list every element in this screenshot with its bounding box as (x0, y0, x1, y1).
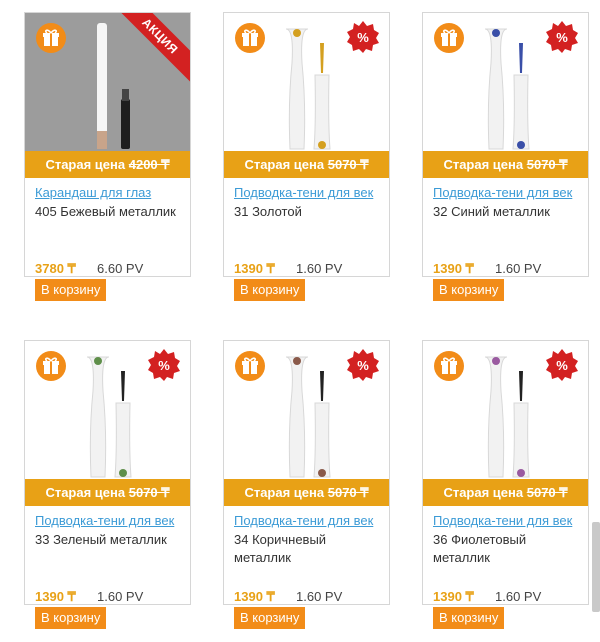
product-card[interactable] (223, 340, 390, 625)
old-price-label: Старая цена (244, 485, 325, 500)
gift-icon (36, 23, 66, 53)
add-to-cart-button[interactable]: В корзину (35, 607, 106, 629)
old-price-value: 5070 ₸ (128, 485, 170, 500)
add-to-cart-button[interactable]: В корзину (234, 279, 305, 301)
add-to-cart-button[interactable]: В корзину (35, 279, 106, 301)
product-price: 1390 ₸ (433, 261, 474, 276)
product-price: 1390 ₸ (433, 589, 474, 604)
add-to-cart-button[interactable]: В корзину (433, 607, 504, 629)
product-card[interactable] (24, 12, 191, 297)
product-price: 1390 ₸ (35, 589, 76, 604)
old-price-bar (25, 479, 190, 506)
product-pv: 1.60 PV (97, 589, 144, 604)
discount-badge-icon (346, 20, 380, 54)
product-pv: 6.60 PV (97, 261, 144, 276)
discount-badge-icon (545, 20, 579, 54)
svg-text:%: % (158, 358, 170, 373)
discount-badge-icon (346, 348, 380, 382)
product-price: 1390 ₸ (234, 261, 275, 276)
old-price-value: 5070 ₸ (327, 485, 369, 500)
old-price-value: 4200 ₸ (128, 157, 170, 172)
product-variant: 34 Коричневый металлик (234, 532, 327, 565)
product-pv: 1.60 PV (296, 589, 343, 604)
old-price-bar (423, 151, 588, 178)
add-to-cart-button[interactable]: В корзину (234, 607, 305, 629)
gift-icon (235, 23, 265, 53)
old-price-value: 5070 ₸ (327, 157, 369, 172)
product-variant: 32 Синий металлик (433, 204, 550, 219)
old-price-label: Старая цена (443, 485, 524, 500)
product-pv: 1.60 PV (495, 589, 542, 604)
old-price-value: 5070 ₸ (526, 157, 568, 172)
product-card[interactable] (422, 340, 589, 625)
gift-icon (36, 351, 66, 381)
product-variant: 31 Золотой (234, 204, 302, 219)
add-to-cart-button[interactable]: В корзину (433, 279, 504, 301)
svg-text:%: % (357, 30, 369, 45)
product-name-link[interactable]: Карандаш для глаз (35, 185, 152, 200)
product-image[interactable] (423, 13, 588, 151)
old-price-value: 5070 ₸ (526, 485, 568, 500)
discount-badge-icon (147, 348, 181, 382)
gift-icon (434, 351, 464, 381)
svg-text:%: % (556, 30, 568, 45)
old-price-label: Старая цена (443, 157, 524, 172)
discount-badge-icon (545, 348, 579, 382)
product-name-link[interactable]: Подводка-тени для век (433, 513, 573, 528)
product-variant: 405 Бежевый металлик (35, 204, 176, 219)
product-name-link[interactable]: Подводка-тени для век (35, 513, 175, 528)
product-price: 3780 ₸ (35, 261, 76, 276)
product-variant: 33 Зеленый металлик (35, 532, 167, 547)
svg-text:%: % (556, 358, 568, 373)
product-image[interactable] (423, 341, 588, 479)
scrollbar-thumb[interactable] (592, 522, 600, 612)
product-card[interactable] (422, 12, 589, 297)
product-pv: 1.60 PV (296, 261, 343, 276)
old-price-bar (224, 479, 389, 506)
product-image[interactable] (25, 13, 190, 151)
product-name-link[interactable]: Подводка-тени для век (234, 185, 374, 200)
old-price-bar (25, 151, 190, 178)
product-name-link[interactable]: Подводка-тени для век (234, 513, 374, 528)
old-price-label: Старая цена (45, 157, 126, 172)
gift-icon (434, 23, 464, 53)
old-price-bar (224, 151, 389, 178)
product-name-link[interactable]: Подводка-тени для век (433, 185, 573, 200)
product-image[interactable] (25, 341, 190, 479)
product-variant: 36 Фиолетовый металлик (433, 532, 527, 565)
product-card[interactable] (24, 340, 191, 625)
product-image[interactable] (224, 341, 389, 479)
old-price-bar (423, 479, 588, 506)
svg-text:%: % (357, 358, 369, 373)
product-image[interactable] (224, 13, 389, 151)
product-price: 1390 ₸ (234, 589, 275, 604)
product-card[interactable] (223, 12, 390, 297)
gift-icon (235, 351, 265, 381)
old-price-label: Старая цена (45, 485, 126, 500)
product-pv: 1.60 PV (495, 261, 542, 276)
promo-ribbon: АКЦИЯ (110, 13, 190, 86)
old-price-label: Старая цена (244, 157, 325, 172)
